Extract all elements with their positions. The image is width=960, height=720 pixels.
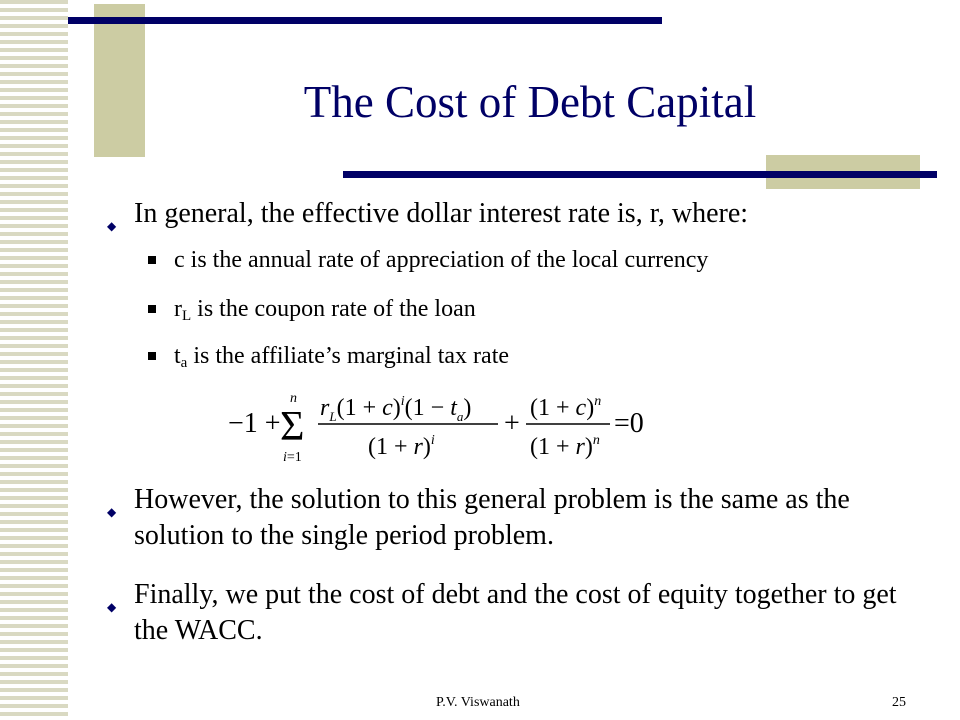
sub-bullet-rl-text: $r_L$ is the coupon rate of the loan — [174, 296, 476, 324]
decorative-navy-line-mid — [343, 171, 937, 178]
formula-sum-top: n — [290, 391, 297, 406]
bullet-general-solution-text: However, the solution to this general problem is the same as the solution to the single period problem. — [134, 484, 850, 551]
formula-frac2-den: $(1 + r)^n$ — [530, 433, 600, 460]
footer-author: P.V. Viswanath — [436, 695, 520, 710]
slide-title: The Cost of Debt Capital — [303, 77, 757, 127]
bullet-intro — [107, 196, 914, 232]
sub-bullet-rl — [148, 294, 914, 331]
diamond-bullet-icon: ◆ — [107, 505, 117, 519]
decorative-navy-line-top — [68, 17, 662, 24]
cost-of-debt-formula — [228, 384, 648, 464]
bullet-wacc-text: Finally, we put the cost of debt and the cost of equity together to get the WACC. — [134, 579, 897, 646]
decorative-stripes — [0, 0, 68, 720]
formula-sum-sign: Σ — [280, 404, 305, 450]
diamond-bullet-icon: ◆ — [107, 600, 117, 614]
sub-bullet-ta — [148, 341, 914, 378]
decorative-tan-block-top — [94, 4, 145, 157]
formula-plus: + — [504, 408, 520, 439]
formula-sum-bottom: i=1 — [283, 450, 302, 464]
formula-equals: =0 — [614, 408, 644, 439]
formula-frac1-den: $(1 + r)^i$ — [368, 433, 435, 460]
square-bullet-icon — [148, 352, 156, 360]
square-bullet-icon — [148, 256, 156, 264]
formula-frac1-num: $r_L(1 + c)^i(1 - t_a)$ — [320, 394, 472, 424]
formula-lead: −1 + — [228, 408, 281, 439]
sub-bullet-c — [148, 245, 914, 275]
bullet-general-solution — [107, 482, 914, 554]
square-bullet-icon — [148, 305, 156, 313]
bullet-intro-text: In general, the effective dollar interest rate is, r, where: — [134, 198, 749, 229]
sub-bullet-ta-text: $t_a$ is the affiliate’s marginal tax rate — [174, 343, 510, 371]
formula-frac2-num: $(1 + c)^n$ — [530, 394, 602, 421]
diamond-bullet-icon: ◆ — [107, 219, 117, 233]
sub-bullet-c-text: c is the annual rate of appreciation of the local currency — [174, 247, 709, 273]
footer-page-number: 25 — [892, 695, 906, 710]
bullet-wacc — [107, 577, 914, 649]
